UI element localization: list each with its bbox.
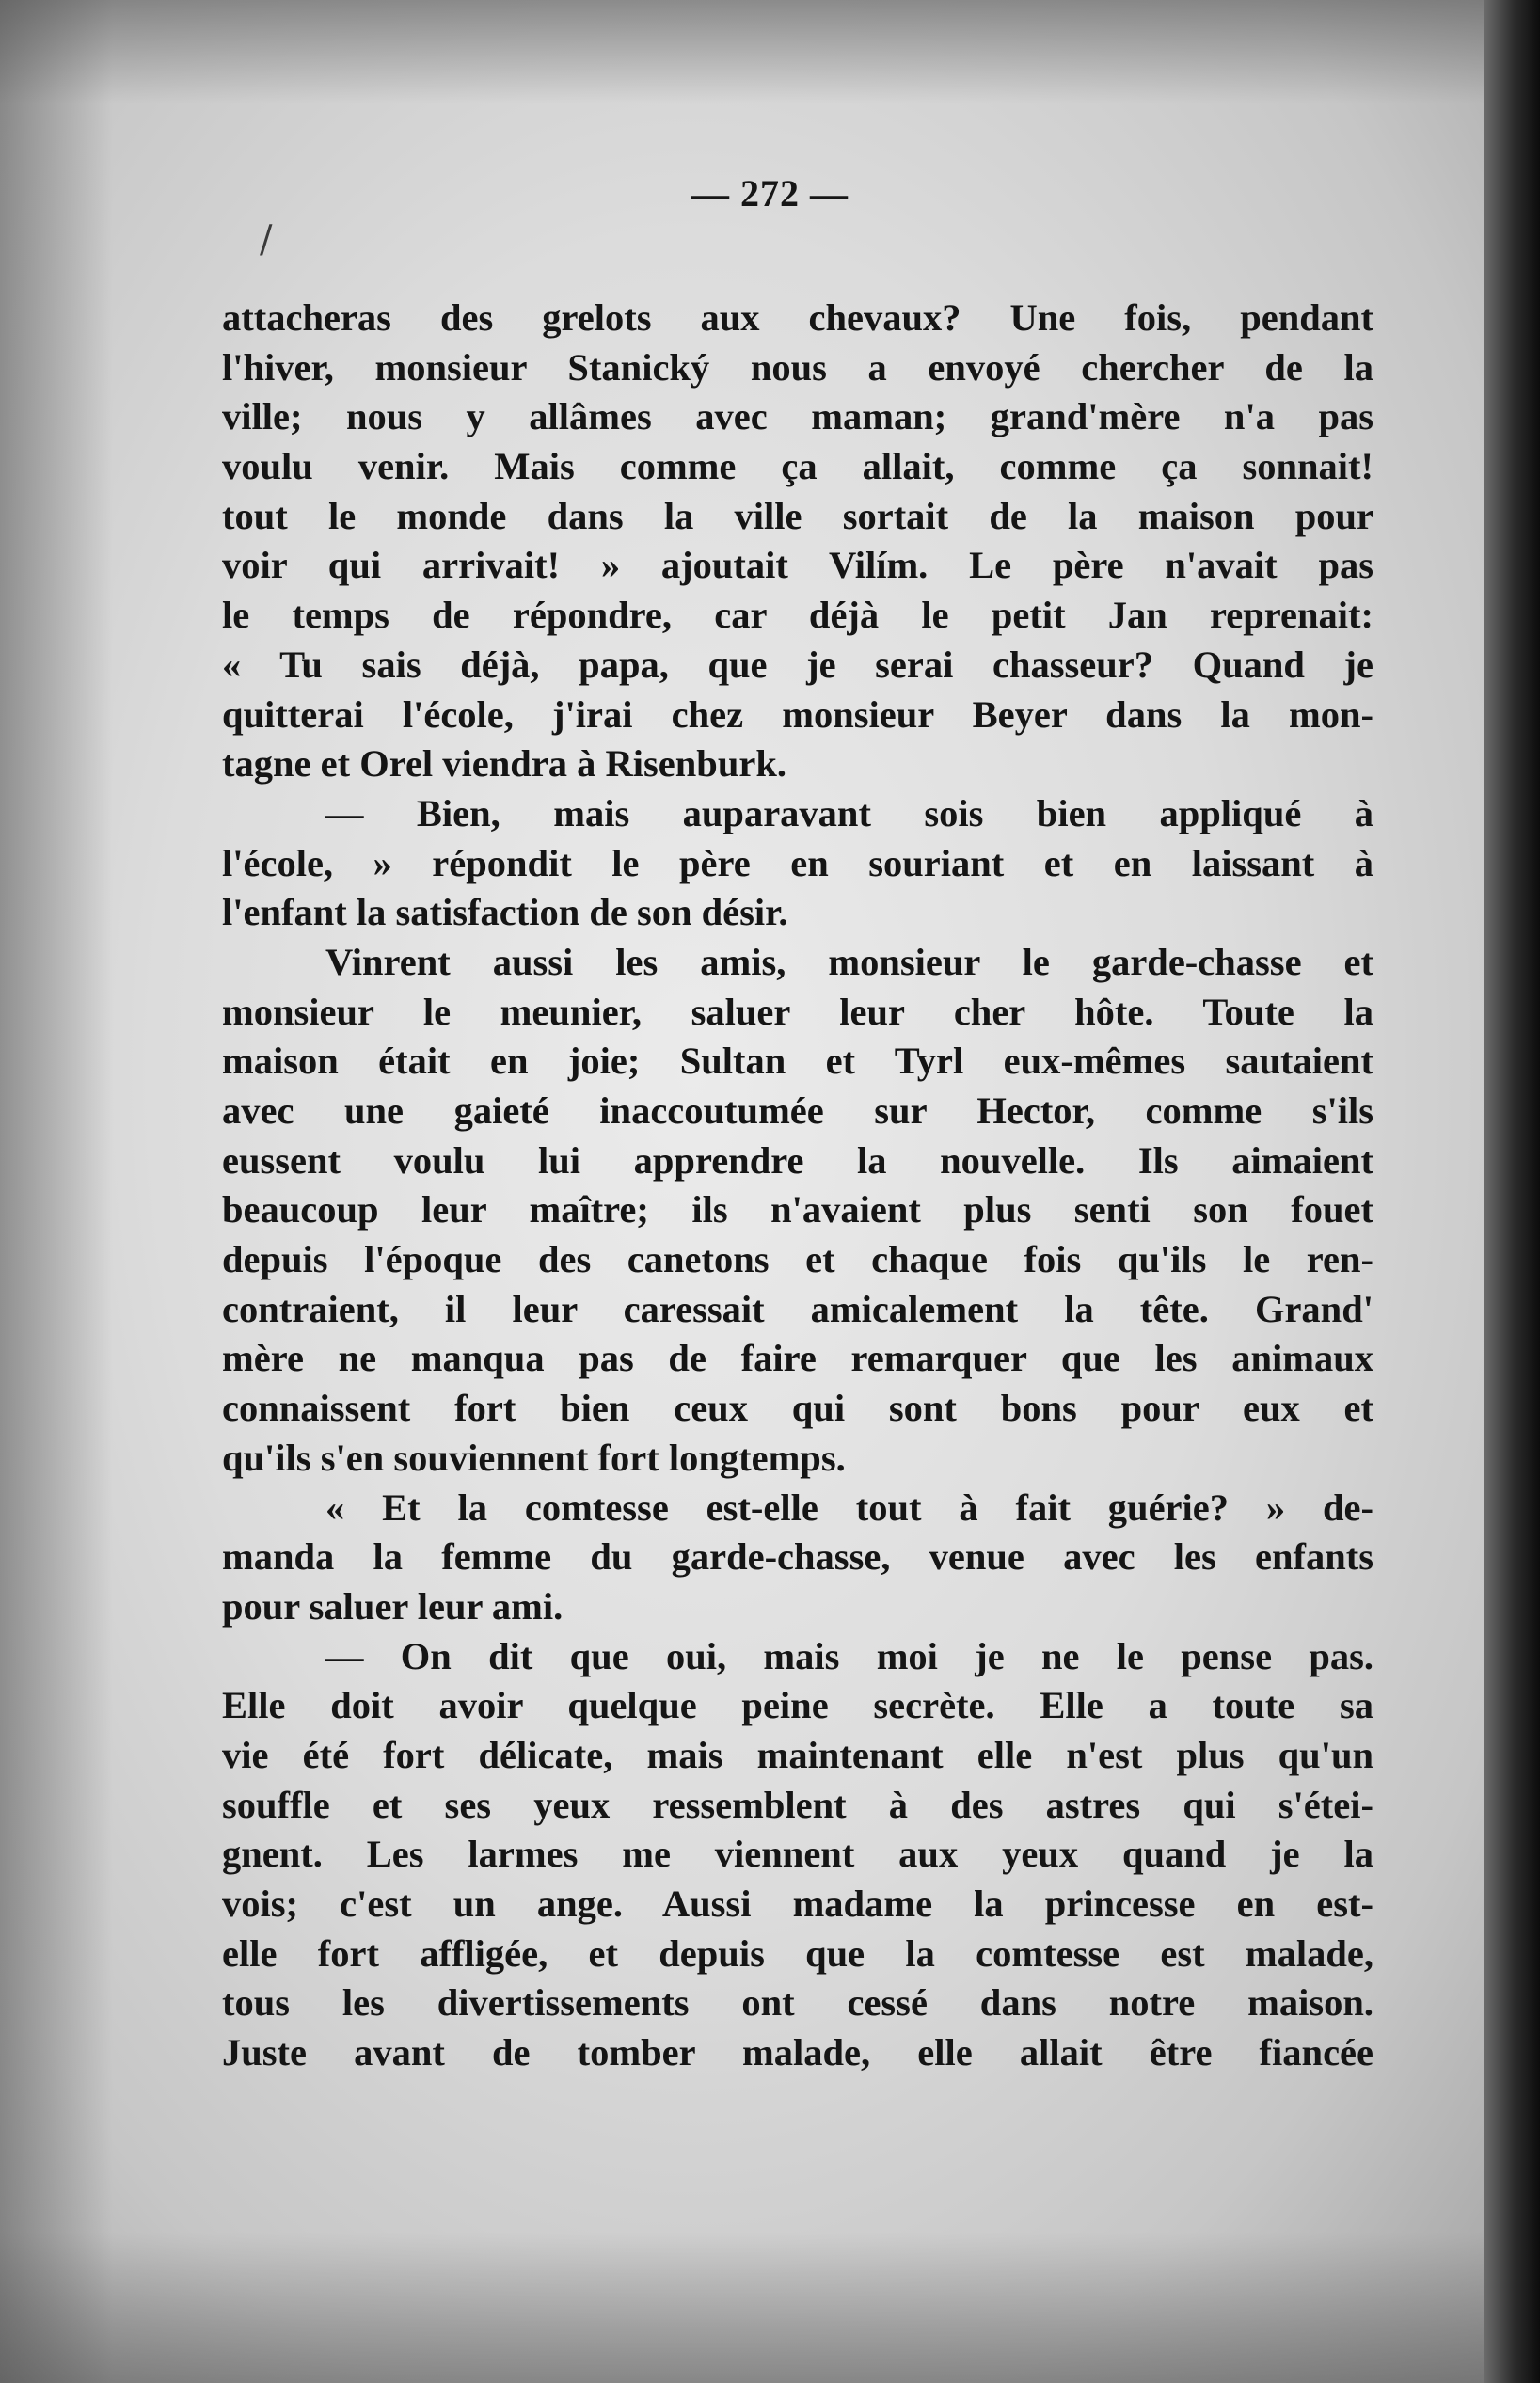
text-line: vois; c'est un ange. Aussi madame la princesse en est- — [222, 1883, 1373, 1925]
text-line: manda la femme du garde-chasse, venue avec les enfants — [222, 1535, 1373, 1579]
text-line: beaucoup leur maître; ils n'avaient plus senti son fouet — [222, 1188, 1373, 1231]
page-binding-edge — [1484, 0, 1540, 2383]
text-line: Elle doit avoir quelque peine secrète. Elle a toute sa — [222, 1684, 1373, 1727]
page-number: — 272 — — [691, 172, 849, 214]
text-line: mère ne manqua pas de faire remarquer que les animaux — [222, 1337, 1373, 1380]
text-line: le temps de répondre, car déjà le petit Jan reprenait: — [222, 594, 1373, 637]
text-line: gnent. Les larmes me viennent aux yeux quand je la — [222, 1833, 1373, 1876]
text-line: Vinrent aussi les amis, monsieur le garde-chasse et — [325, 940, 1373, 983]
text-line: eussent voulu lui apprendre la nouvelle. Ils aimaient — [222, 1138, 1373, 1182]
text-line: l'enfant la satisfaction de son désir. — [222, 891, 788, 934]
text-line: pour saluer leur ami. — [222, 1584, 564, 1628]
text-line: — On dit que oui, mais moi je ne le pense pas. — [325, 1634, 1373, 1677]
text-line: Juste avant de tomber malade, elle allait être fiancée — [222, 2031, 1373, 2074]
text-line: quitterai l'école, j'irai chez monsieur Beyer dans la mon- — [222, 692, 1373, 736]
text-line: l'hiver, monsieur Stanický nous a envoyé chercher de la — [222, 345, 1373, 389]
page-shadow-top — [0, 0, 1540, 103]
text-line: voulu venir. Mais comme ça allait, comme ça sonnait! — [222, 445, 1373, 488]
text-line: souffle et ses yeux ressemblent à des astres qui s'étei- — [222, 1783, 1373, 1826]
body-text — [222, 294, 1373, 2078]
text-line: monsieur le meunier, saluer leur cher hôte. Toute la — [222, 990, 1373, 1033]
text-line: avec une gaieté inaccoutumée sur Hector, comme s'ils — [222, 1089, 1373, 1132]
text-line: — Bien, mais auparavant sois bien appliqué à — [325, 791, 1373, 834]
text-line: tout le monde dans la ville sortait de la maison pour — [222, 494, 1373, 537]
text-line: tagne et Orel viendra à Risenburk. — [222, 742, 786, 786]
text-line: depuis l'époque des canetons et chaque fois qu'ils le ren- — [222, 1238, 1373, 1281]
pencil-mark: / — [260, 218, 273, 262]
text-line: qu'ils s'en souviennent fort longtemps. — [222, 1436, 846, 1479]
text-line: maison était en joie; Sultan et Tyrl eux-mêmes sautaient — [222, 1040, 1373, 1083]
page-shadow-left — [0, 0, 113, 2383]
page-shadow-bottom — [0, 2232, 1540, 2383]
text-line: tous les divertissements ont cessé dans notre maison. — [222, 1981, 1373, 2025]
text-line: contraient, il leur caressait amicalement la tête. Grand' — [222, 1287, 1373, 1330]
text-line: connaissent fort bien ceux qui sont bons pour eux et — [222, 1387, 1373, 1430]
text-line: vie été fort délicate, mais maintenant elle n'est plus qu'un — [222, 1733, 1373, 1776]
text-line: l'école, » répondit le père en souriant et en laissant à — [222, 841, 1373, 884]
text-line: « Tu sais déjà, papa, que je serai chasseur? Quand je — [222, 643, 1373, 686]
text-line: ville; nous y allâmes avec maman; grand'mère n'a pas — [222, 395, 1373, 438]
text-line: attacheras des grelots aux chevaux? Une fois, pendant — [222, 296, 1373, 339]
text-line: voir qui arrivait! » ajoutait Vilím. Le père n'avait pas — [222, 544, 1373, 587]
text-line: « Et la comtesse est-elle tout à fait guérie? » de- — [325, 1485, 1373, 1529]
text-line: elle fort affligée, et depuis que la comtesse est malade, — [222, 1931, 1373, 1975]
